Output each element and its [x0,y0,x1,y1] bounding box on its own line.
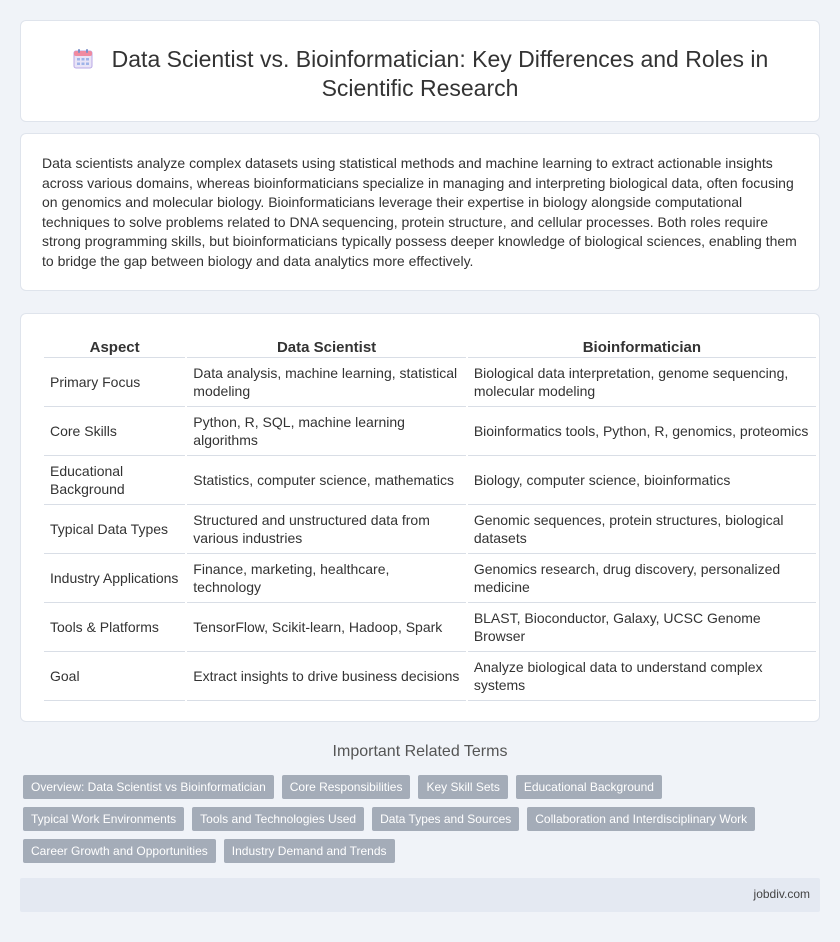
row-aspect: Core Skills [44,407,185,456]
tag-career-growth[interactable]: Career Growth and Opportunities [23,839,216,863]
footer-site[interactable]: jobdiv.com [753,887,810,901]
tag-industry-demand[interactable]: Industry Demand and Trends [224,839,395,863]
table-row [44,358,816,407]
page-title-text: Data Scientist vs. Bioinformatician: Key Differences and Roles in Scientific Research [111,46,769,101]
table-row [44,456,816,505]
page-title [51,45,789,103]
intro-paragraph: Data scientists analyze complex datasets using statistical methods and machine learning to extract actionable insights across various domains, whereas bioinformaticians specialize in managing and interpreting biological data, often focusing on genomics and molecular biology. Bioinformaticians leverage their expertise in biology alongside computational techniques to solve problems related to DNA sequencing, protein structure, and cellular processes. Both roles require strong programming skills, but bioinformaticians typically possess deeper knowledge of biological sciences, enabling them to bridge the gap between biology and data analytics more effectively. [42,155,797,269]
calendar-icon [72,48,94,70]
table-header-row [44,334,816,358]
row-bioinformatician: Bioinformatics tools, Python, R, genomics, proteomics [468,407,816,456]
row-data-scientist: Statistics, computer science, mathematics [187,456,466,505]
tag-educational-background[interactable]: Educational Background [516,775,662,799]
related-terms-title: Important Related Terms [332,743,508,760]
tag-tools-and-technologies[interactable]: Tools and Technologies Used [192,807,364,831]
table-row [44,505,816,554]
tag-overview[interactable]: Overview: Data Scientist vs Bioinformatician [23,775,274,799]
related-tags [23,775,823,863]
comparison-card [20,313,820,722]
row-data-scientist: TensorFlow, Scikit-learn, Hadoop, Spark [187,603,466,652]
header-data-scientist: Data Scientist [187,334,466,358]
header-card [20,20,820,122]
tag-key-skill-sets[interactable]: Key Skill Sets [418,775,507,799]
row-aspect: Tools & Platforms [44,603,185,652]
row-aspect: Primary Focus [44,358,185,407]
row-bioinformatician: BLAST, Bioconductor, Galaxy, UCSC Genome Browser [468,603,816,652]
intro-card [20,133,820,291]
header-bioinformatician: Bioinformatician [468,334,816,358]
row-aspect: Educational Background [44,456,185,505]
row-aspect: Goal [44,652,185,701]
row-aspect: Industry Applications [44,554,185,603]
row-data-scientist: Python, R, SQL, machine learning algorithms [187,407,466,456]
header-aspect: Aspect [44,334,185,358]
table-row [44,652,816,701]
row-data-scientist: Finance, marketing, healthcare, technology [187,554,466,603]
table-row [44,407,816,456]
table-row [44,603,816,652]
tag-core-responsibilities[interactable]: Core Responsibilities [282,775,411,799]
row-bioinformatician: Analyze biological data to understand complex systems [468,652,816,701]
row-bioinformatician: Genomic sequences, protein structures, biological datasets [468,505,816,554]
footer [20,878,820,912]
row-data-scientist: Structured and unstructured data from various industries [187,505,466,554]
table-row [44,554,816,603]
row-bioinformatician: Biological data interpretation, genome sequencing, molecular modeling [468,358,816,407]
tag-collaboration[interactable]: Collaboration and Interdisciplinary Work [527,807,755,831]
tag-typical-work-environments[interactable]: Typical Work Environments [23,807,184,831]
title-wrap [51,45,789,103]
comparison-table [42,334,818,701]
row-data-scientist: Extract insights to drive business decisions [187,652,466,701]
row-aspect: Typical Data Types [44,505,185,554]
tag-data-types-and-sources[interactable]: Data Types and Sources [372,807,519,831]
row-bioinformatician: Biology, computer science, bioinformatics [468,456,816,505]
row-data-scientist: Data analysis, machine learning, statistical modeling [187,358,466,407]
row-bioinformatician: Genomics research, drug discovery, personalized medicine [468,554,816,603]
